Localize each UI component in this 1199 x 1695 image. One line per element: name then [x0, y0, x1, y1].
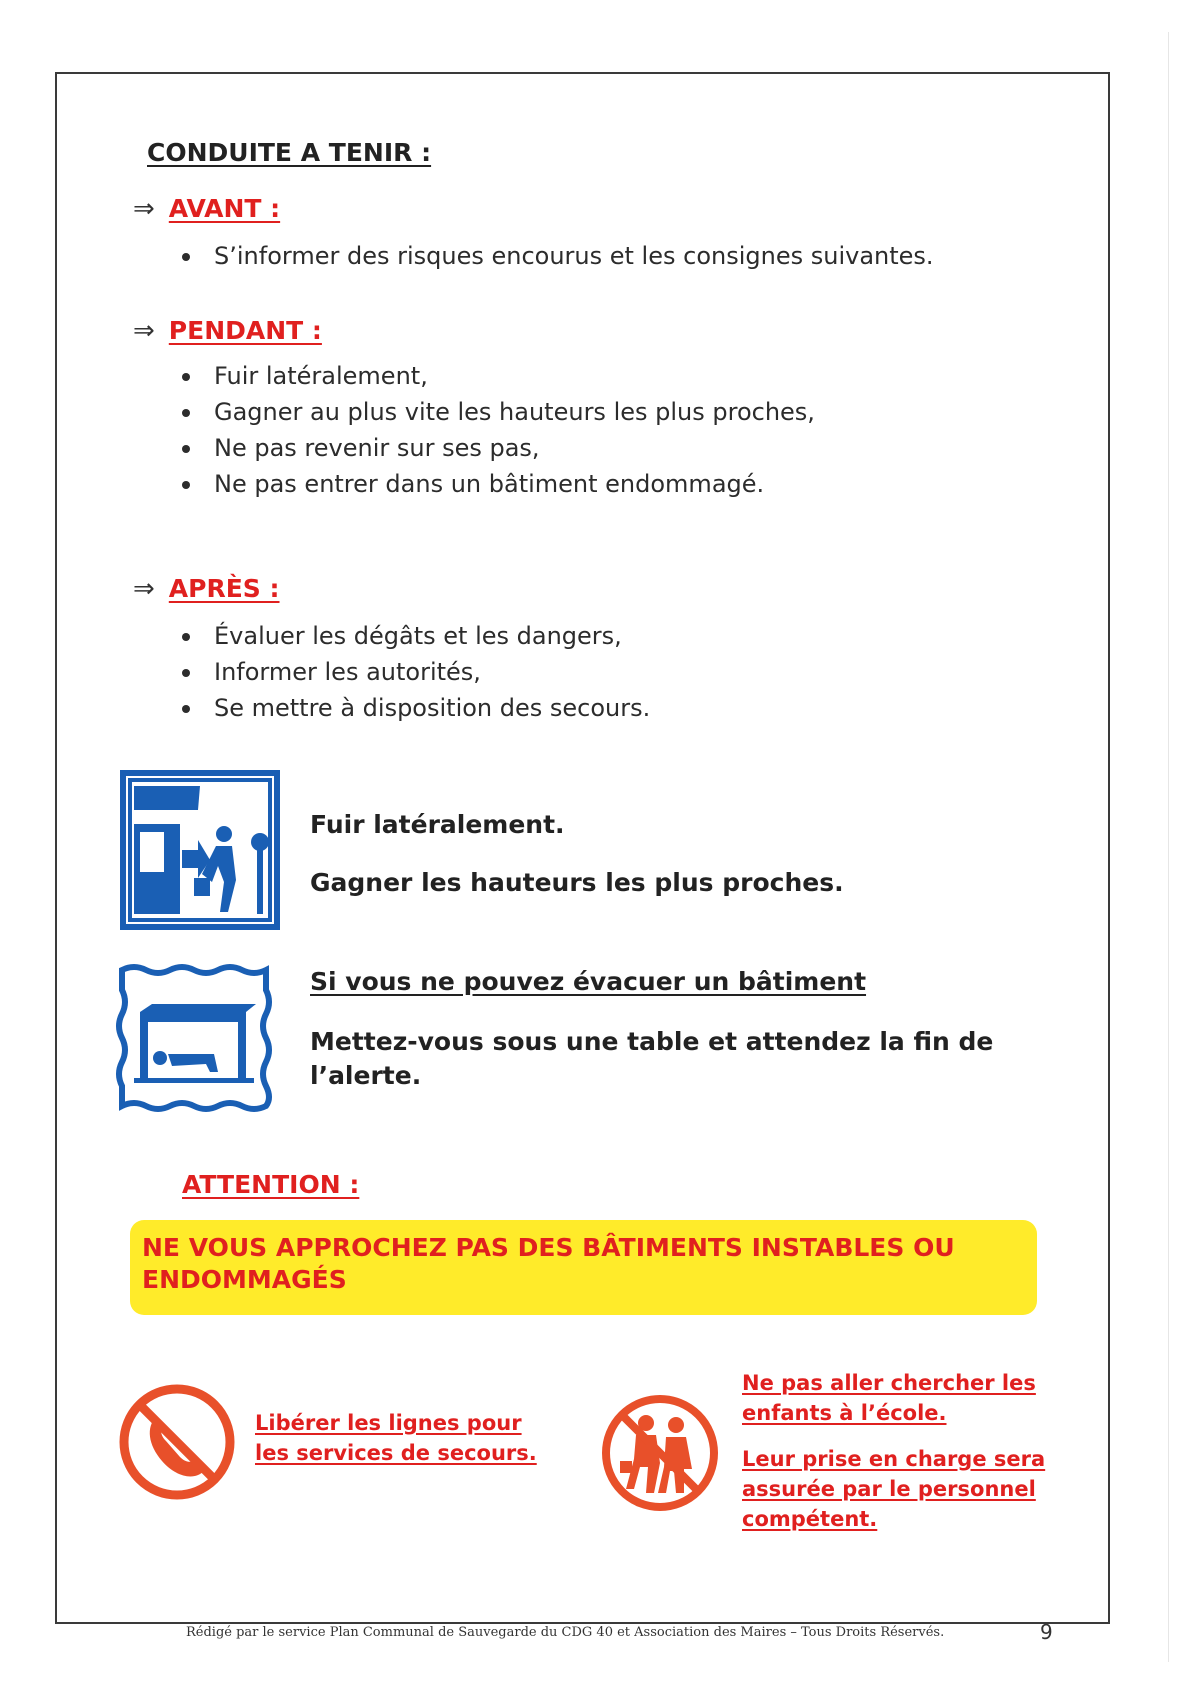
list-item: Ne pas entrer dans un bâtiment endommagé. [182, 466, 815, 502]
attention-label: ATTENTION : [182, 1170, 360, 1199]
section-pendant-list [182, 358, 815, 502]
list-item: Se mettre à disposition des secours. [182, 690, 650, 726]
page-title: CONDUITE A TENIR : [147, 138, 432, 167]
list-item: Gagner au plus vite les hauteurs les plus proches, [182, 394, 815, 430]
arrow-right-icon: ⇒ [133, 193, 155, 224]
section-apres-header [133, 574, 280, 603]
section-avant-list [182, 238, 934, 274]
pictogram2-heading: Si vous ne pouvez évacuer un bâtiment [310, 967, 867, 996]
section-pendant-label: PENDANT : [168, 316, 322, 345]
section-apres-label: APRÈS : [168, 574, 280, 603]
bottom-right-message2: Leur prise en charge sera assurée par le personnel compétent. [742, 1447, 1046, 1531]
list-item: Fuir latéralement, [182, 358, 815, 394]
bottom-right-message1: Ne pas aller chercher les enfants à l’école. [742, 1371, 1036, 1425]
scan-edge-line [1168, 32, 1169, 1662]
list-item: Évaluer les dégâts et les dangers, [182, 618, 650, 654]
no-school-pickup-icon [600, 1393, 720, 1513]
attention-banner: NE VOUS APPROCHEZ PAS DES BÂTIMENTS INSTABLES OU ENDOMMAGÉS [130, 1220, 1037, 1315]
section-avant-label: AVANT : [168, 194, 281, 223]
footer-credit: Rédigé par le service Plan Communal de Sauvegarde du CDG 40 et Association des Maires – Tous Droits Réservés. [186, 1625, 945, 1640]
list-item: S’informer des risques encourus et les consignes suivantes. [182, 238, 934, 274]
shelter-under-table-icon [114, 960, 274, 1120]
evacuate-pictogram-icon [120, 770, 280, 930]
arrow-right-icon: ⇒ [133, 315, 155, 346]
list-item: Ne pas revenir sur ses pas, [182, 430, 815, 466]
section-avant-header [133, 194, 280, 223]
no-phone-icon [118, 1383, 236, 1501]
section-apres-list [182, 618, 650, 726]
pictogram2-body: Mettez-vous sous une table et attendez la fin de l’alerte. [310, 1027, 994, 1090]
page-number: 9 [1040, 1620, 1053, 1644]
section-pendant-header [133, 316, 322, 345]
list-item: Informer les autorités, [182, 654, 650, 690]
pictogram1-line1: Fuir latéralement. [310, 810, 565, 839]
arrow-right-icon: ⇒ [133, 573, 155, 604]
bottom-left-message: Libérer les lignes pour les services de secours. [255, 1411, 537, 1465]
pictogram1-line2: Gagner les hauteurs les plus proches. [310, 868, 844, 897]
